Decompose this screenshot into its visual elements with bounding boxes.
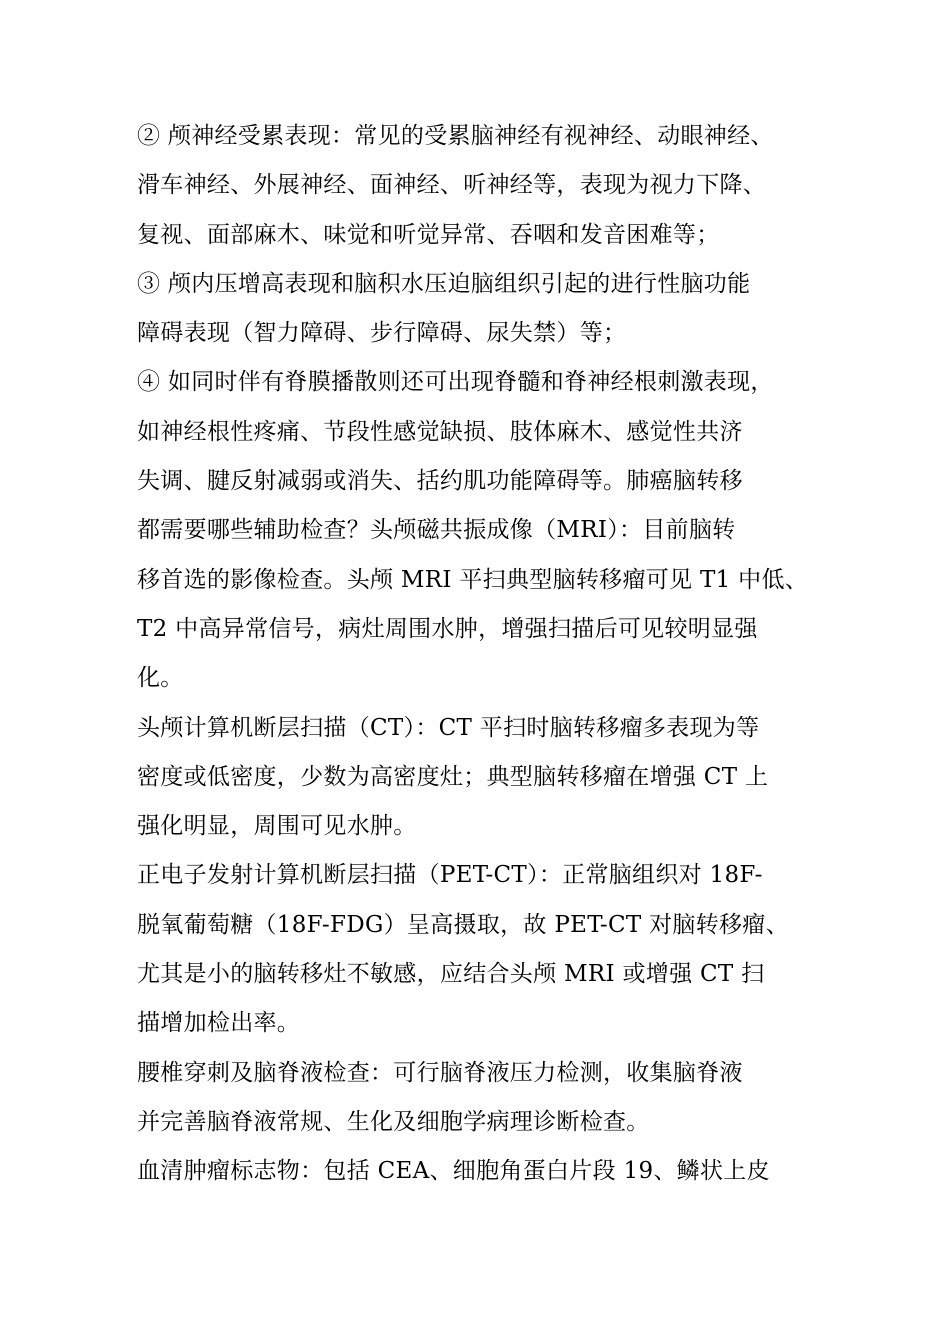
text-line: 失调、腱反射减弱或消失、括约肌功能障碍等。肺癌脑转移	[137, 468, 743, 495]
text-line: 密度或低密度，少数为高密度灶；典型脑转移瘤在增强 CT 上	[137, 763, 769, 790]
text-line: 头颅计算机断层扫描（CT）：CT 平扫时脑转移瘤多表现为等	[137, 714, 760, 741]
text-line: 血清肿瘤标志物：包括 CEA、细胞角蛋白片段 19、鳞状上皮	[137, 1158, 770, 1185]
text-line: 滑车神经、外展神经、面神经、听神经等，表现为视力下降、	[137, 172, 767, 199]
text-line: 描增加检出率。	[137, 1010, 301, 1037]
text-line: 并完善脑脊液常规、生化及细胞学病理诊断检查。	[137, 1108, 650, 1135]
text-line: ② 颅神经受累表现：常见的受累脑神经有视神经、动眼神经、	[137, 123, 774, 149]
text-line: 都需要哪些辅助检查？头颅磁共振成像（MRI）：目前脑转	[137, 517, 736, 544]
text-line: 腰椎穿刺及脑脊液检查：可行脑脊液压力检测，收集脑脊液	[137, 1059, 743, 1086]
document-body	[137, 112, 837, 1197]
text-line: ④ 如同时伴有脊膜播散则还可出现脊髓和脊神经根刺激表现，	[137, 369, 774, 396]
text-line: 如神经根性疼痛、节段性感觉缺损、肢体麻木、感觉性共济	[137, 418, 743, 445]
text-line: 障碍表现（智力障碍、步行障碍、尿失禁）等；	[137, 320, 627, 347]
text-line: T2 中高异常信号，病灶周围水肿，增强扫描后可见较明显强	[137, 615, 758, 642]
text-line: ③ 颅内压增高表现和脑积水压迫脑组织引起的进行性脑功能	[137, 270, 751, 297]
text-line: 强化明显，周围可见水肿。	[137, 813, 417, 840]
text-line: 复视、面部麻木、味觉和听觉异常、吞咽和发音困难等；	[137, 221, 720, 248]
text-line: 正电子发射计算机断层扫描（PET-CT）：正常脑组织对 18F-	[137, 862, 763, 889]
text-line: 化。	[137, 665, 184, 692]
text-line: 尤其是小的脑转移灶不敏感，应结合头颅 MRI 或增强 CT 扫	[137, 961, 765, 988]
text-line: 移首选的影像检查。头颅 MRI 平扫典型脑转移瘤可见 T1 中低、	[137, 566, 809, 593]
text-line: 脱氧葡萄糖（18F-FDG）呈高摄取，故 PET-CT 对脑转移瘤、	[137, 911, 789, 938]
